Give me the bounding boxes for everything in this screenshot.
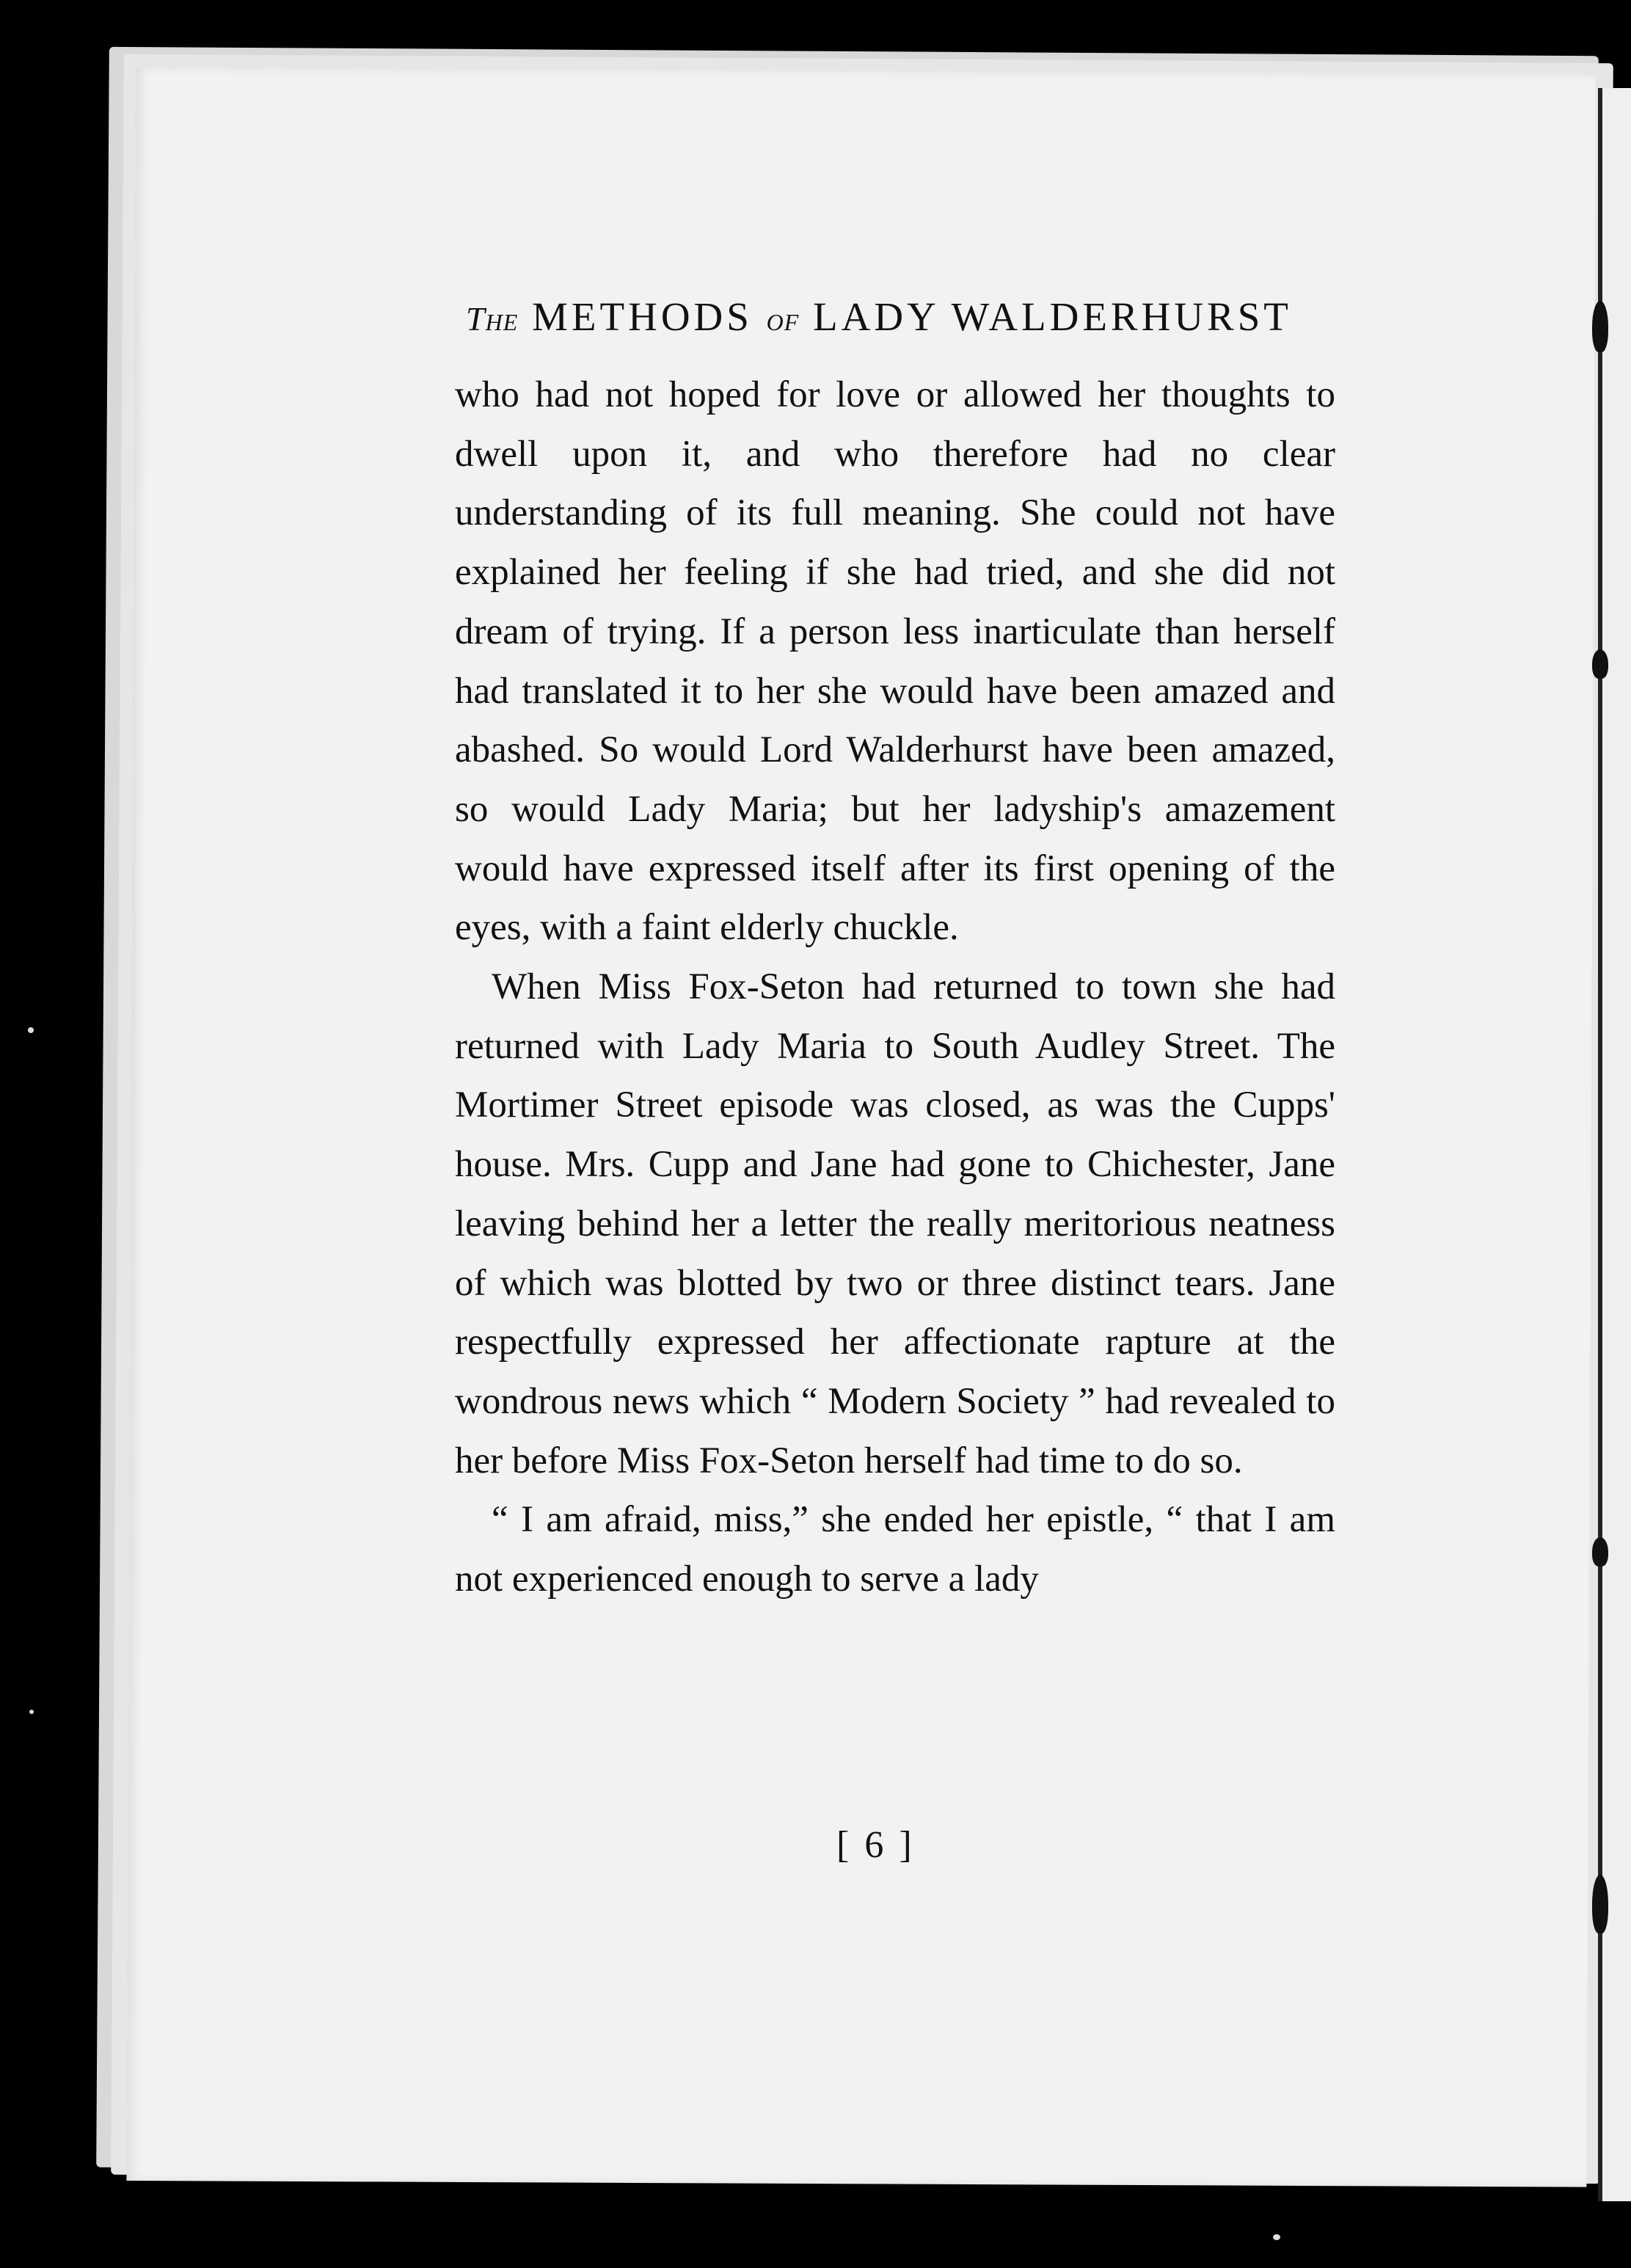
paragraph-2: When Miss Fox-Seton had returned to town she had returned with Lady Maria to South Audley Street. The Mortimer Street episode was closed, as was the Cupps' house. Mrs. Cupp and Jane had gone to Chichester, Jane leaving behind her a letter the really meritorious neatness of which was blotted by two or three distinct tears. Jane respectfully expressed her affectionate rapture at the wondrous news which “ Modern Society ” had revealed to her before Miss Fox-Seton herself had time to do so.: [455, 966, 1335, 1481]
paragraph-1: who had not hoped for love or allowed her thoughts to dwell upon it, and who therefore had no clear understanding of its full meaning. She could not have explained her feeling if she had tried, and she did not dream of trying. If a person less inarticulate than herself had translated it to her she would have been amazed and abashed. So would Lord Walderhurst have been amazed, so would Lady Maria; but her ladyship's amazement would have expressed itself after its first opening of the eyes, with a faint elderly chuckle.: [455, 374, 1335, 949]
header-of: of: [766, 300, 800, 338]
header-methods: METHODS: [532, 294, 753, 339]
facing-page-edge: [1598, 88, 1631, 2201]
scan-speck: [1273, 2234, 1280, 2240]
binding-mark: [1592, 649, 1608, 679]
binding-mark: [1592, 1537, 1608, 1567]
page-number: [ 6 ]: [836, 1824, 915, 1866]
scan-speck: [28, 1027, 34, 1033]
body-text: [455, 365, 1335, 1609]
binding-mark: [1592, 1875, 1608, 1933]
header-the: The: [466, 300, 519, 338]
header-title: LADY WALDERHURST: [813, 294, 1292, 339]
scan-speck: [29, 1710, 34, 1714]
running-header: [466, 293, 1346, 340]
binding-mark: [1592, 301, 1608, 352]
paragraph-3: “ I am afraid, miss,” she ended her epistle, “ that I am not experienced enough to serve a lady: [455, 1499, 1335, 1600]
